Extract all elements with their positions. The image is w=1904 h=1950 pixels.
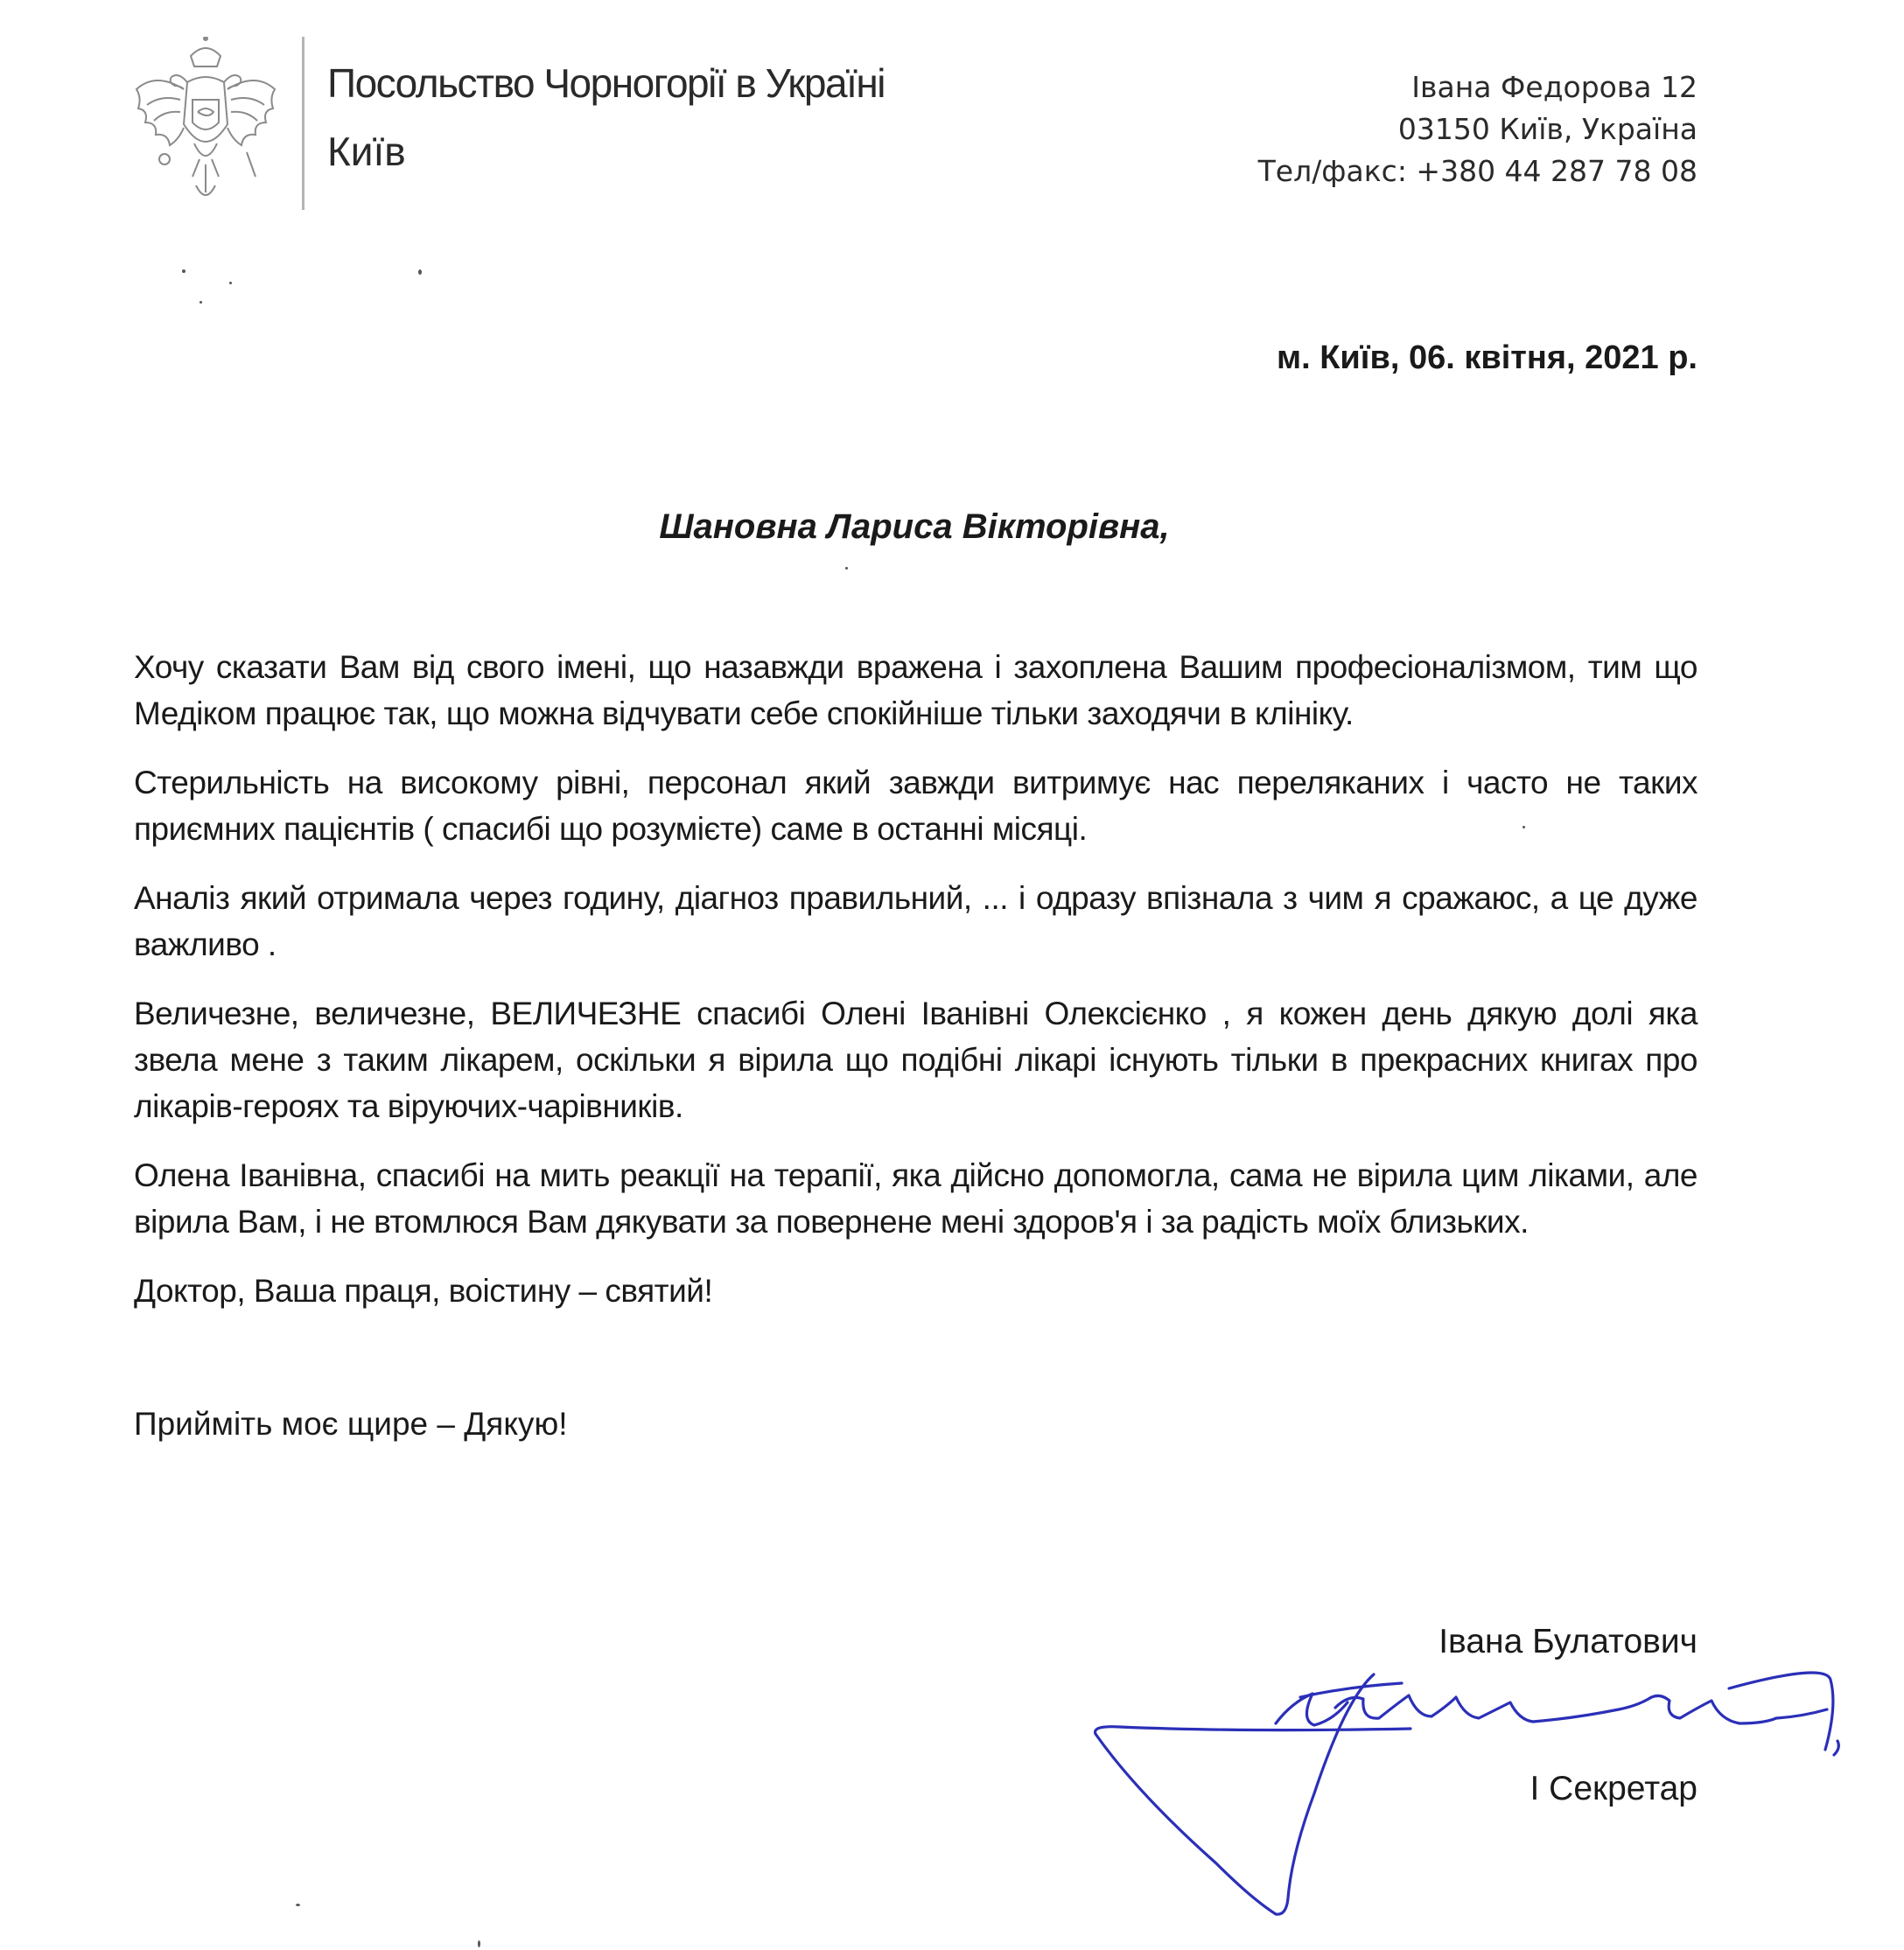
embassy-name: Посольство Чорногорії в Україні <box>327 60 885 106</box>
scan-speck <box>296 1904 300 1906</box>
scan-speck <box>418 269 422 275</box>
body-paragraph: Аналіз який отримала через годину, діагноз правильний, ... і одразу впізнала з чим я сражаюс, а це дуже важливо . <box>134 880 1698 962</box>
closing-line: Прийміть моє щире – Дякую! <box>134 1406 568 1442</box>
scan-speck <box>200 301 202 304</box>
scan-speck <box>182 269 186 273</box>
scan-speck <box>845 567 848 570</box>
body-paragraph: Доктор, Ваша праця, воістину – святий! <box>134 1273 713 1309</box>
body-paragraph: Величезне, величезне, ВЕЛИЧЕЗНЕ спасибі Олені Іванівні Олексієнко , я кожен день дякую долі яка звела мене з таким лікарем, оскільки я вірила що подібні лікарі існують тільки в прекрасних книгах про лікарів-героях та віруючих-чарівників. <box>134 996 1698 1124</box>
letter-body <box>134 644 1698 1337</box>
montenegro-coat-of-arms-icon <box>130 37 283 212</box>
body-paragraph: Стерильність на високому рівні, персонал який завжди витримує нас переляканих і часто не таких приємних пацієнтів ( спасибі що розумієте) саме в останні місяці. <box>134 765 1698 847</box>
salutation: Шановна Лариса Вікторівна, <box>659 507 1170 546</box>
header-divider <box>302 37 304 210</box>
handwritten-signature <box>1085 1636 1855 1925</box>
body-paragraph: Олена Іванівна, спасибі на мить реакції на терапії, яка дійсно допомогла, сама не вірила цим ліками, але вірила Вам, і не втомлюся Вам дякувати за повернене мені здоров'я і за радість моїх близьких. <box>134 1157 1698 1240</box>
address-phone: Тел/факс: +380 44 287 78 08 <box>1257 154 1698 188</box>
body-paragraph: Хочу сказати Вам від свого імені, що назавжди вражена і захоплена Вашим професіоналізмом, тим що Медіком працює так, що можна відчувати себе спокійніше тільки заходячи в клініку. <box>134 649 1698 731</box>
signer-title: І Секретар <box>1530 1770 1698 1807</box>
embassy-address <box>1258 66 1698 192</box>
letter-date: м. Київ, 06. квітня, 2021 р. <box>1277 339 1698 376</box>
signer-name: Івана Булатович <box>1438 1623 1698 1660</box>
embassy-city: Київ <box>327 129 406 174</box>
address-street: Івана Федорова 12 <box>1411 70 1698 104</box>
scan-speck <box>478 1940 480 1947</box>
address-city: 03150 Київ, Україна <box>1397 112 1698 146</box>
scan-speck <box>1522 826 1525 828</box>
scan-speck <box>229 282 232 284</box>
